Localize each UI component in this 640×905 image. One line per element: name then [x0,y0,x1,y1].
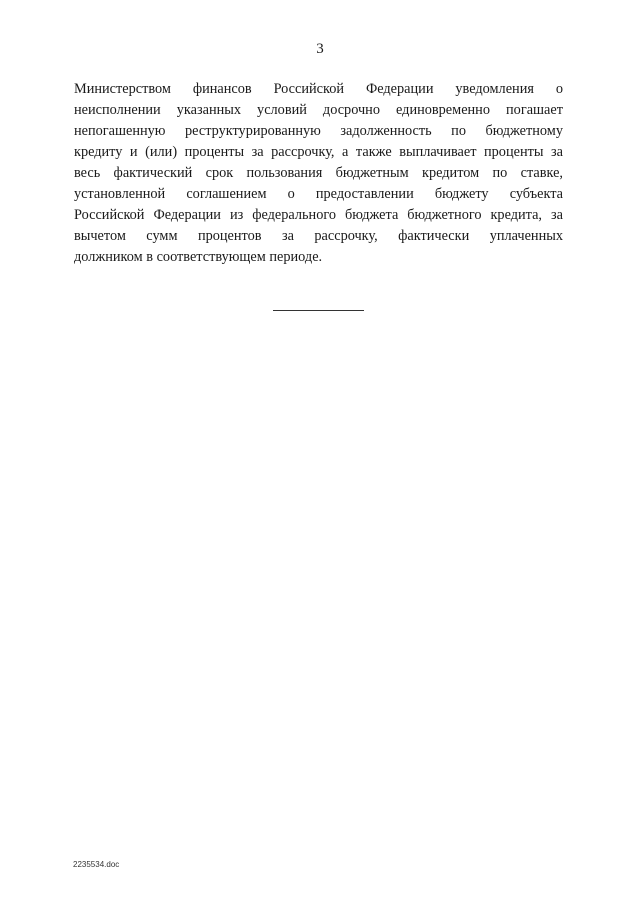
body-paragraph [74,79,563,268]
paragraph-line: кредиту и (или) проценты за рассрочку, а также выплачивает проценты за [74,144,563,160]
paragraph-line: непогашенную реструктурированную задолженность по бюджетному [74,123,563,139]
paragraph-line: Российской Федерации из федерального бюджета бюджетного кредита, за [74,207,563,223]
paragraph-line: должником в соответствующем периоде. [74,249,323,265]
paragraph-line: неисполнении указанных условий досрочно единовременно погашает [74,102,563,118]
footer-filename: 2235534.doc [73,860,120,869]
paragraph-line: установленной соглашением о предоставлении бюджету субъекта [74,186,563,202]
paragraph-line: Министерством финансов Российской Федерации уведомления о [74,81,563,97]
paragraph-line: вычетом сумм процентов за рассрочку, фактически уплаченных [74,228,563,244]
end-of-text-rule [273,310,364,311]
page-number: 3 [316,41,324,57]
paragraph-line: весь фактический срок пользования бюджетным кредитом по ставке, [74,165,563,181]
